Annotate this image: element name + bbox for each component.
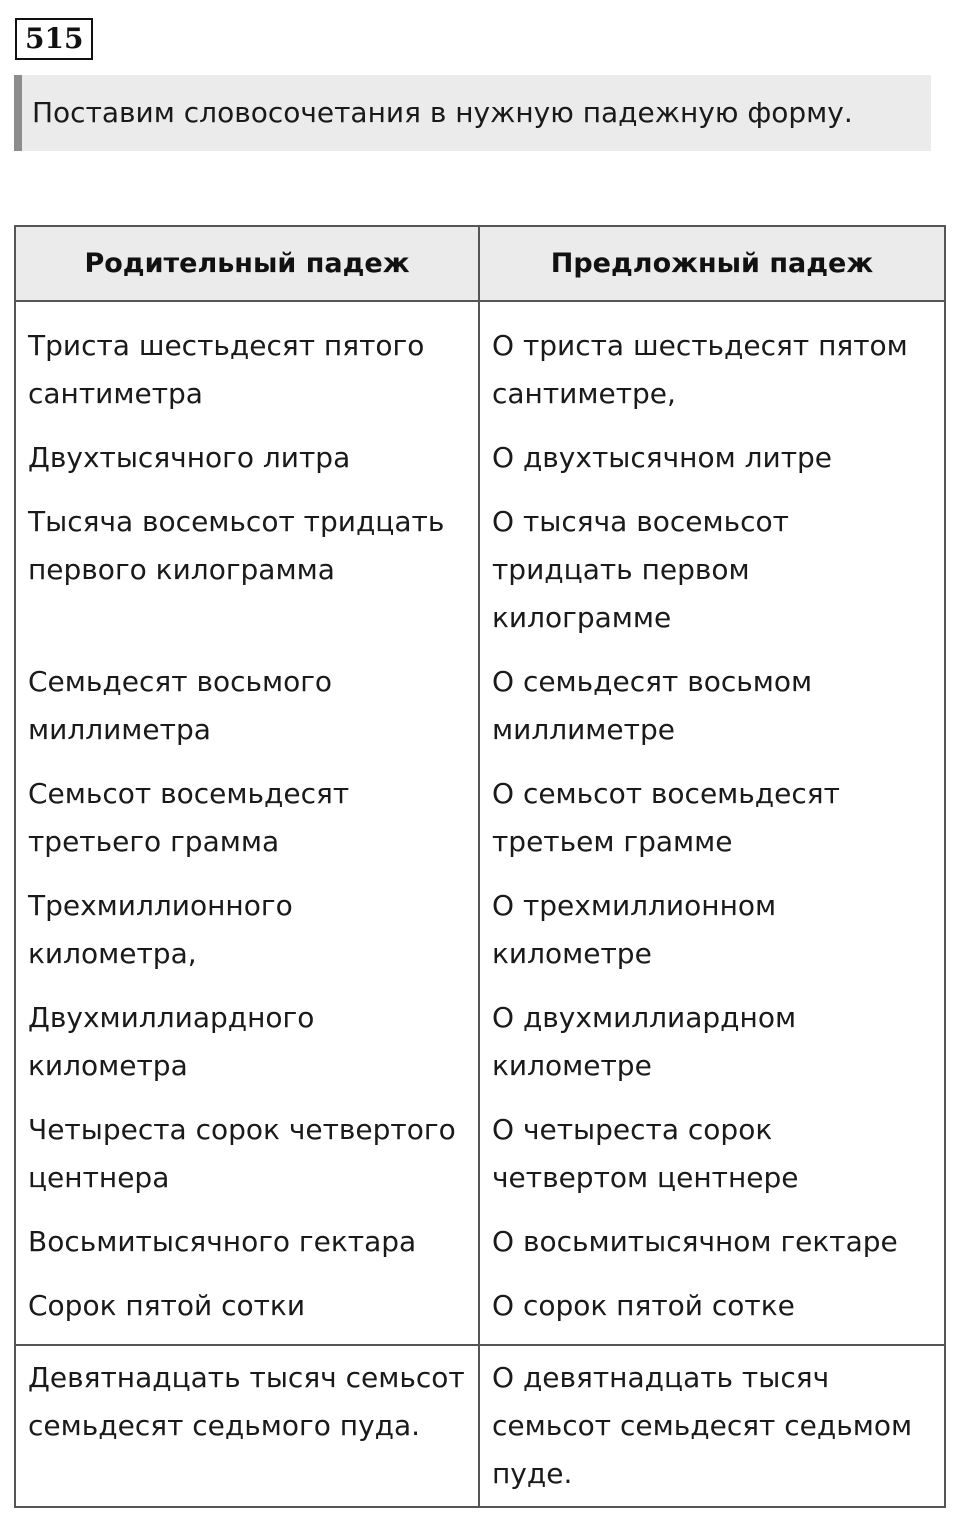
prepositional-cell	[479, 301, 945, 1345]
genitive-entry: Девятнадцать тысяч семьсот семьдесят седьмого пуда.	[28, 1361, 465, 1442]
header-prepositional: Предложный падеж	[479, 226, 945, 301]
genitive-entry: Трехмиллионного километра,	[28, 889, 293, 970]
genitive-entry: Двухтысячного литра	[28, 441, 351, 474]
answer-table	[14, 225, 946, 1508]
prepositional-entry: О двухмиллиардном километре	[492, 1001, 797, 1082]
prepositional-entry: О девятнадцать тысяч семьсот семьдесят седьмом пуде.	[492, 1361, 913, 1490]
genitive-entry: Восьмитысячного гектара	[28, 1225, 417, 1258]
genitive-entry: Семьсот восемьдесят третьего грамма	[28, 777, 350, 858]
table-header-row	[15, 226, 945, 301]
genitive-cell	[15, 301, 479, 1345]
genitive-entry: Сорок пятой сотки	[28, 1289, 306, 1322]
prepositional-entry: О четыреста сорок четвертом центнере	[492, 1113, 799, 1194]
prepositional-entry: О семьсот восемьдесят третьем грамме	[492, 777, 840, 858]
prepositional-entry: О трехмиллионном километре	[492, 889, 777, 970]
genitive-cell	[15, 1345, 479, 1507]
prepositional-entry: О семьдесят восьмом миллиметре	[492, 665, 813, 746]
prepositional-entry: О восьмитысячном гектаре	[492, 1225, 898, 1258]
table-row	[15, 301, 945, 1345]
genitive-entry: Семьдесят восьмого миллиметра	[28, 665, 333, 746]
genitive-entry: Двухмиллиардного километра	[28, 1001, 315, 1082]
prepositional-entry: О триста шестьдесят пятом сантиметре,	[492, 329, 908, 410]
genitive-entry: Триста шестьдесят пятого сантиметра	[28, 329, 425, 410]
prepositional-cell	[479, 1345, 945, 1507]
header-genitive: Родительный падеж	[15, 226, 479, 301]
instruction-text: Поставим словосочетания в нужную падежную форму.	[14, 75, 931, 151]
prepositional-entry: О двухтысячном литре	[492, 441, 833, 474]
genitive-entry: Четыреста сорок четвертого центнера	[28, 1113, 456, 1194]
prepositional-entry: О сорок пятой сотке	[492, 1289, 795, 1322]
task-number: 515	[15, 18, 93, 60]
table-row	[15, 1345, 945, 1507]
genitive-entry: Тысяча восемьсот тридцать первого килограмма	[28, 505, 445, 586]
prepositional-entry: О тысяча восемьсот тридцать первом килограмме	[492, 505, 789, 634]
